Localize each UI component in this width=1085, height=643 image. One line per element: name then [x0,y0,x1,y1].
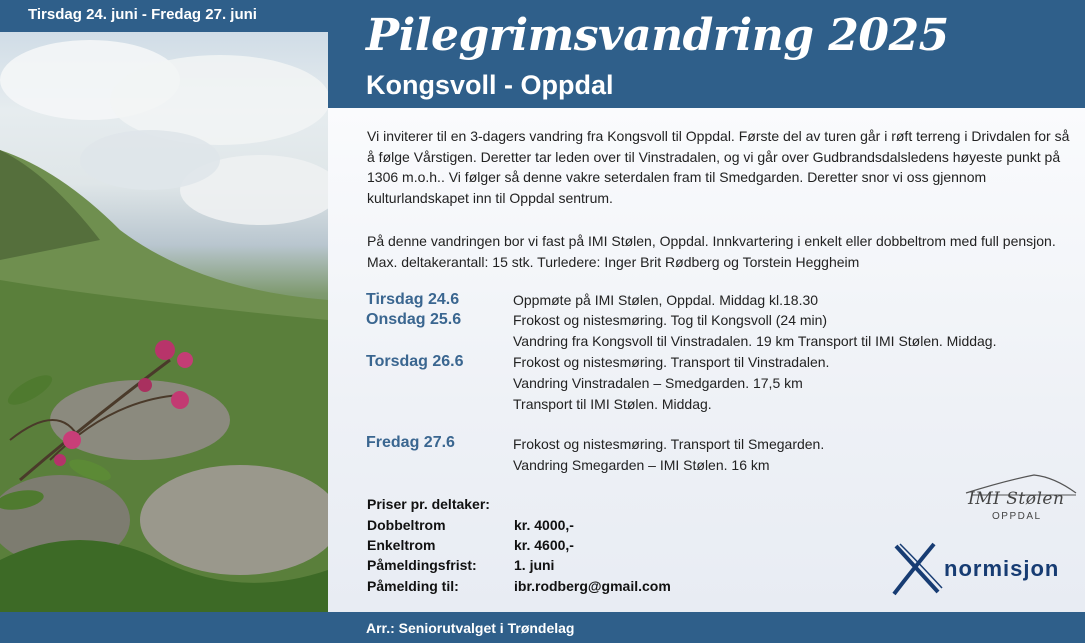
page-subtitle: Kongsvoll - Oppdal [366,70,614,100]
price-label: Enkeltrom [367,537,436,553]
normisjon-cross-icon [888,538,944,600]
schedule-day: Tirsdag 24.6 [366,291,460,308]
normisjon-logo [888,538,1083,600]
schedule-day: Torsdag 26.6 [366,353,464,370]
price-label: Dobbeltrom [367,517,446,533]
schedule-line: Vandring fra Kongsvoll til Vinstradalen. 19 km Transport til IMI Stølen. Middag. [513,333,997,349]
schedule-line: Transport til IMI Stølen. Middag. [513,396,712,412]
landscape-photo [0,0,328,612]
schedule-line: Frokost og nistesmøring. Transport til Smegarden. [513,436,825,452]
price-heading: Priser pr. deltaker: [367,496,490,512]
signup-email[interactable]: ibr.rodberg@gmail.com [514,578,671,594]
normisjon-wordmark: normisjon [944,556,1060,581]
signup-label: Påmelding til: [367,578,459,594]
imi-stolen-logo [964,471,1079,531]
price-value: kr. 4600,- [514,537,574,553]
header-band [328,0,1085,108]
accommodation-paragraph: På denne vandringen bor vi fast på IMI Stølen, Oppdal. Innkvartering i enkelt eller dobbeltrom med full pensjon. Max. deltakerantall: 15 stk. Turledere: Inger Brit Rødberg og Torstein Heggheim [367,233,1056,270]
intro-paragraph: Vi inviterer til en 3-dagers vandring fra Kongsvoll til Oppdal. Første del av turen går i røft terreng i Drivdalen for så å følge Vårstigen. Deretter tar leden over til Vinstradalen, og vi går over Gudbrandsdalsledens høyeste punkt på 1306 m.o.h.. Vi følger så denne vakre seterdalen fram til Smedgarden. Deretter snor vi oss gjennom kulturlandskapet inn til Oppdal sentrum. [367,128,1070,206]
mountain-flower-illustration [0,0,328,612]
schedule-line: Oppmøte på IMI Stølen, Oppdal. Middag kl.18.30 [513,292,819,308]
deadline-label: Påmeldingsfrist: [367,557,477,573]
imi-location: OPPDAL [992,511,1042,522]
schedule-line: Frokost og nistesmøring. Tog til Kongsvoll (24 min) [513,312,828,328]
price-value: kr. 4000,- [514,517,574,533]
schedule-line: Vandring Vinstradalen – Smedgarden. 17,5 km [513,375,803,391]
schedule-day: Fredag 27.6 [366,434,455,451]
main-content [328,108,1085,612]
footer-bar [0,612,1085,643]
deadline-value: 1. juni [514,557,555,573]
organizer-text: Arr.: Seniorutvalget i Trøndelag [366,620,575,636]
schedule-line: Vandring Smegarden – IMI Stølen. 16 km [513,457,770,473]
date-range-banner: Tirsdag 24. juni - Fredag 27. juni [0,0,328,32]
imi-name: IMI Stølen [968,489,1065,509]
page-title: Pilegrimsvandring 2025 [366,10,949,61]
schedule-day: Onsdag 25.6 [366,311,462,328]
schedule-line: Frokost og nistesmøring. Transport til Vinstradalen. [513,354,830,370]
